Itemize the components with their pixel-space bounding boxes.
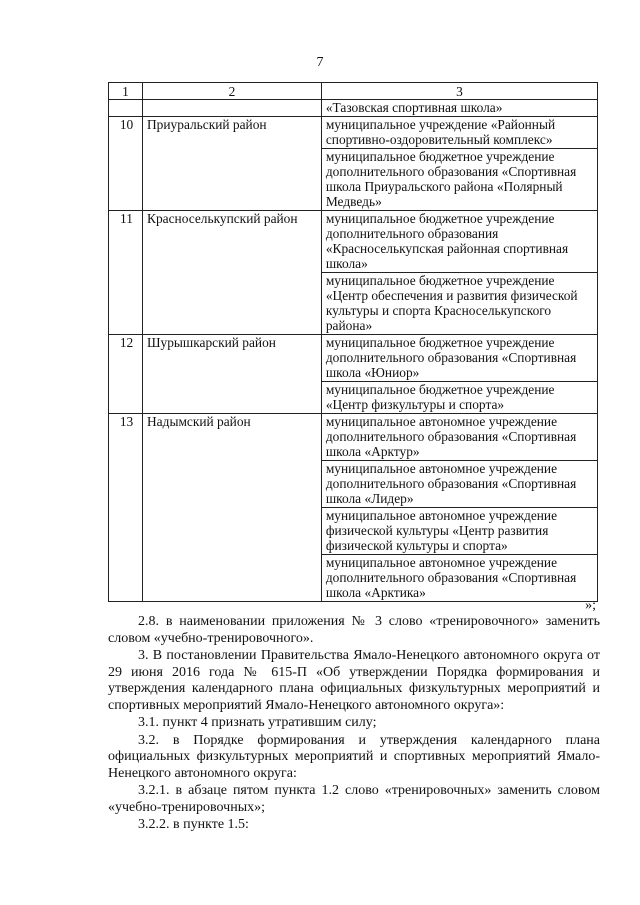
- paragraph: 3.1. пункт 4 признать утратившим силу;: [138, 715, 377, 730]
- paragraph: 3.2.1. в абзаце пятом пункта 1.2 слово «тренировочных» заменить словом «учебно-тренировочных»;: [108, 783, 600, 815]
- paragraph: 3.2.2. в пункте 1.5:: [138, 817, 249, 832]
- header-cell-1: 1: [109, 83, 143, 100]
- table-row: [109, 100, 598, 117]
- row-number-cell: 11: [109, 211, 143, 335]
- institution-cell: муниципальное автономное учреждение дополнительного образования «Спортивная школа «Арктика»: [321, 555, 597, 602]
- row-number-cell: 13: [109, 414, 143, 602]
- institution-cell: муниципальное бюджетное учреждение «Центр обеспечения и развития физической культуры и спорта Красноселькупского района»: [321, 273, 597, 335]
- header-cell-2: 2: [143, 83, 322, 100]
- row-number-cell: [109, 100, 143, 117]
- districts-table: [108, 82, 598, 602]
- institution-cell: муниципальное бюджетное учреждение «Центр физкультуры и спорта»: [321, 382, 597, 414]
- institution-cell: муниципальное автономное учреждение физической культуры «Центр развития физической культуры и спорта»: [321, 508, 597, 555]
- district-cell: Красноселькупский район: [143, 211, 322, 335]
- institution-cell: «Тазовская спортивная школа»: [321, 100, 597, 117]
- row-number-cell: 10: [109, 117, 143, 211]
- institution-cell: муниципальное учреждение «Районный спортивно-оздоровительный комплекс»: [321, 117, 597, 149]
- table-header-row: [109, 83, 598, 100]
- institution-cell: муниципальное автономное учреждение дополнительного образования «Спортивная школа «Арктур»: [321, 414, 597, 461]
- paragraph: 3. В постановлении Правительства Ямало-Ненецкого автономного округа от 29 июня 2016 года № 615-П «Об утверждении Порядка формирования и утверждения календарного плана официальных физкультурных мероприятий и спортивных мероприятий Ямало-Ненецкого автономного округа»:: [108, 648, 600, 713]
- institution-cell: муниципальное бюджетное учреждение дополнительного образования «Красноселькупская районная спортивная школа»: [321, 211, 597, 273]
- page-number: 7: [316, 55, 324, 70]
- district-cell: Надымский район: [143, 414, 322, 602]
- district-cell: [143, 100, 322, 117]
- institution-cell: муниципальное автономное учреждение дополнительного образования «Спортивная школа «Лидер»: [321, 461, 597, 508]
- paragraph: 2.8. в наименовании приложения № 3 слово «тренировочного» заменить словом «учебно-тренировочного».: [108, 614, 600, 646]
- district-cell: Приуральский район: [143, 117, 322, 211]
- table-row: [109, 335, 598, 382]
- table-row: [109, 211, 598, 273]
- table-row: [109, 414, 598, 461]
- header-cell-3: 3: [321, 83, 597, 100]
- district-cell: Шурышкарский район: [143, 335, 322, 414]
- row-number-cell: 12: [109, 335, 143, 414]
- closing-quote-mark: »;: [585, 598, 596, 613]
- paragraph: 3.2. в Порядке формирования и утверждения календарного плана официальных физкультурных мероприятий и спортивных мероприятий Ямало-Ненецкого автономного округа:: [108, 732, 600, 781]
- table-body: [109, 100, 598, 602]
- table-row: [109, 117, 598, 149]
- institution-cell: муниципальное бюджетное учреждение дополнительного образования «Спортивная школа «Юниор»: [321, 335, 597, 382]
- body-text: [108, 614, 600, 834]
- institution-cell: муниципальное бюджетное учреждение дополнительного образования «Спортивная школа Приуральского района «Полярный Медведь»: [321, 149, 597, 211]
